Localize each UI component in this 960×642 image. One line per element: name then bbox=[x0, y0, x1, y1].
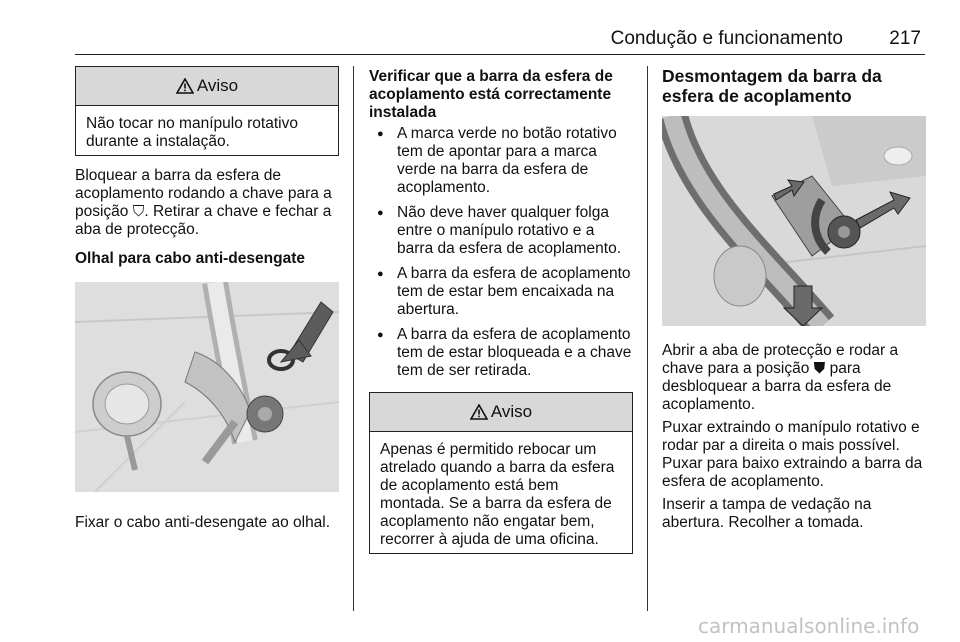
warning-icon bbox=[176, 78, 194, 94]
warning-text: Apenas é permitido rebocar um atrelado quando a barra da esfera de acoplamento está bem montada. Se a barra da esfera de acoplamento não engatar bem, recorrer à ajuda de uma oficina. bbox=[380, 441, 615, 548]
figure-caption: Fixar o cabo anti-desengate ao olhal. bbox=[75, 514, 331, 531]
warning-text: Não tocar no manípulo rotativo durante a instalação. bbox=[86, 115, 298, 150]
column-3 bbox=[662, 66, 926, 532]
column-divider-1 bbox=[353, 66, 354, 611]
column-divider-2 bbox=[647, 66, 648, 611]
list-item: ● A barra da esfera de acoplamento tem de estar bem encaixada na abertura. bbox=[369, 265, 633, 319]
section-heading: Desmontagem da barra da esfera de acoplamento bbox=[662, 66, 882, 106]
warning-icon bbox=[470, 404, 488, 420]
warning-box-2 bbox=[369, 392, 633, 554]
warning-box-1 bbox=[75, 66, 339, 156]
instruction-paragraph: Puxar extraindo o manípulo rotativo e rodar par a direita o mais possível. Puxar para baixo extraindo a barra da esfera de acoplamento. bbox=[662, 419, 923, 490]
list-item: ● A marca verde no botão rotativo tem de apontar para a marca verde na barra da esfera de acoplamento. bbox=[369, 125, 633, 197]
check-list bbox=[369, 125, 633, 380]
instruction-paragraph: Inserir a tampa de vedação na abertura. Recolher a tomada. bbox=[662, 496, 872, 531]
section-title: Condução e funcionamento bbox=[610, 28, 843, 49]
warning-box-header bbox=[76, 67, 338, 106]
section-heading: Olhal para cabo anti-desengate bbox=[75, 250, 305, 267]
page-header bbox=[75, 26, 925, 55]
column-1 bbox=[75, 66, 339, 532]
instruction-paragraph: Bloquear a barra da esfera de acoplamento rodando a chave para a posição ⛉. Retirar a chave e fechar a aba de protecção. bbox=[75, 167, 332, 238]
illustration-breakaway-eyelet bbox=[75, 282, 339, 492]
list-item: ● A barra da esfera de acoplamento tem de estar bloqueada e a chave tem de ser retirada. bbox=[369, 326, 633, 380]
warning-box-header bbox=[370, 393, 632, 432]
page-number: 217 bbox=[889, 28, 921, 49]
list-item: ● Não deve haver qualquer folga entre o manípulo rotativo e a barra da esfera de acoplamento. bbox=[369, 204, 633, 258]
warning-title: Aviso bbox=[490, 402, 533, 421]
instruction-paragraph: Abrir a aba de protecção e rodar a chave para a posição ⛊ para desbloquear a barra da esfera de acoplamento. bbox=[662, 342, 899, 413]
warning-title: Aviso bbox=[196, 76, 239, 95]
section-heading: Verificar que a barra da esfera de acoplamento está correctamente instalada bbox=[369, 68, 613, 121]
watermark: carmanualsonline.info bbox=[698, 614, 920, 638]
illustration-removal bbox=[662, 116, 926, 326]
column-2 bbox=[369, 66, 633, 554]
